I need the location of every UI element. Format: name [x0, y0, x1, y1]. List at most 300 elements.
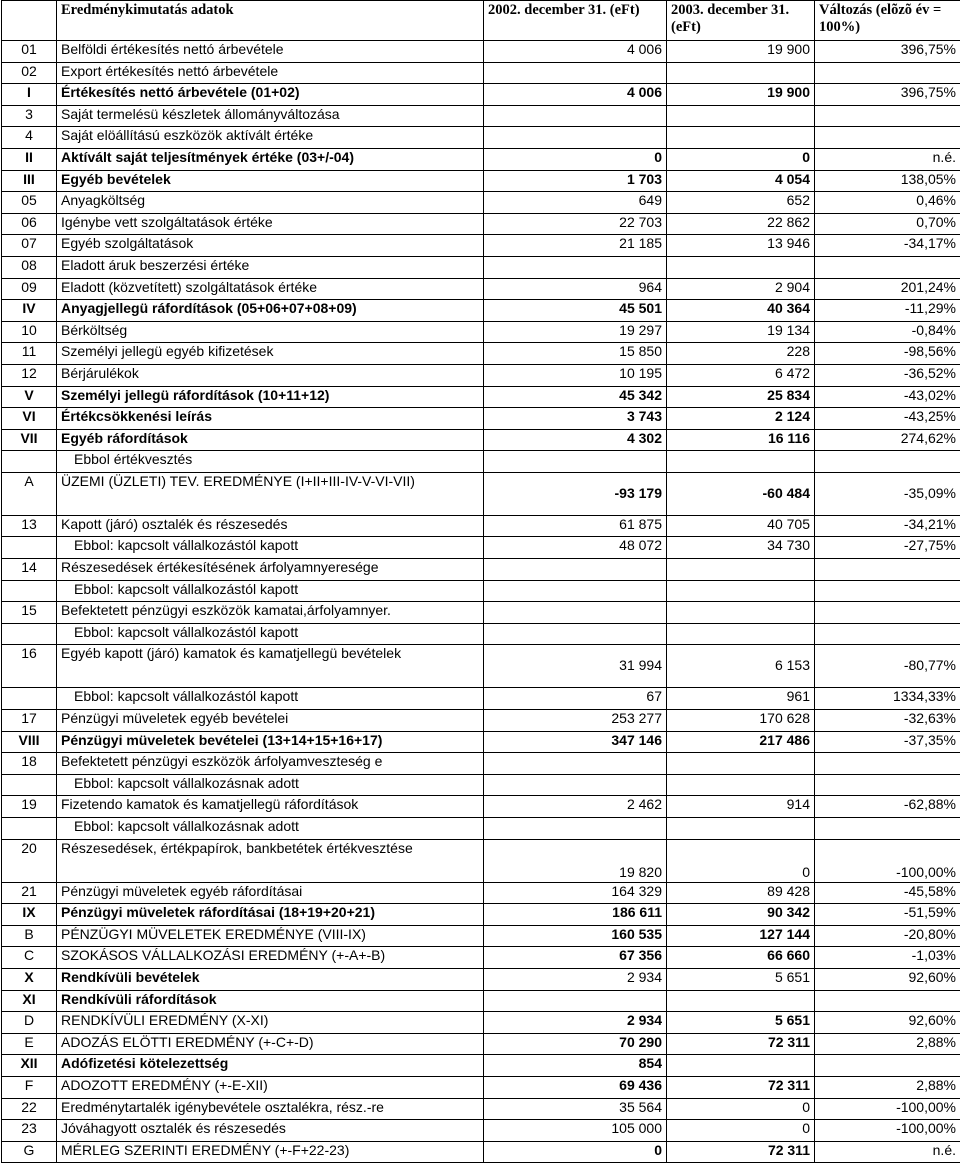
row-code: 16: [2, 645, 57, 688]
value-2002: 2 934: [484, 1012, 667, 1034]
table-row: [2, 731, 960, 753]
row-code: [2, 688, 57, 710]
row-label: Egyéb ráfordítások: [57, 429, 484, 451]
value-2003: [667, 990, 815, 1012]
table-row: [2, 213, 960, 235]
value-change: n.é.: [815, 148, 960, 170]
value-2003: 72 311: [667, 1141, 815, 1163]
header-title: Eredménykimutatás adatok: [57, 1, 484, 41]
row-label: Adófizetési kötelezettség: [57, 1055, 484, 1077]
row-label: Bérköltség: [57, 321, 484, 343]
value-2002: [484, 256, 667, 278]
value-2003: [667, 602, 815, 624]
value-2002: -93 179: [484, 472, 667, 515]
row-code: 22: [2, 1098, 57, 1120]
value-2003: 2 904: [667, 278, 815, 300]
value-2003: [667, 1055, 815, 1077]
row-label: Pénzügyi müveletek ráfordításai (18+19+20+21): [57, 904, 484, 926]
value-2003: 6 153: [667, 645, 815, 688]
value-change: [815, 62, 960, 84]
row-code: C: [2, 947, 57, 969]
row-code: A: [2, 472, 57, 515]
row-code: 10: [2, 321, 57, 343]
row-code: V: [2, 386, 57, 408]
value-change: 138,05%: [815, 170, 960, 192]
value-2003: 40 364: [667, 300, 815, 322]
table-row: [2, 839, 960, 882]
table-row: [2, 1141, 960, 1163]
value-2002: 35 564: [484, 1098, 667, 1120]
value-2003: 19 134: [667, 321, 815, 343]
table-row: [2, 968, 960, 990]
table-row: [2, 753, 960, 775]
value-2003: 6 472: [667, 364, 815, 386]
header-change: Változás (elõzõ év = 100%): [815, 1, 960, 41]
table-row: [2, 386, 960, 408]
table-row: [2, 1055, 960, 1077]
value-change: -20,80%: [815, 925, 960, 947]
value-2002: [484, 602, 667, 624]
row-code: 17: [2, 710, 57, 732]
row-label: RENDKÍVÜLI EREDMÉNY (X-XI): [57, 1012, 484, 1034]
row-label: Egyéb szolgáltatások: [57, 235, 484, 257]
table-row: [2, 41, 960, 63]
value-2003: 2 124: [667, 408, 815, 430]
table-row: [2, 429, 960, 451]
value-change: 396,75%: [815, 84, 960, 106]
row-label: Részesedések, értékpapírok, bankbetétek értékvesztése: [57, 839, 484, 882]
value-change: -51,59%: [815, 904, 960, 926]
value-change: [815, 580, 960, 602]
row-label: ÜZEMI (ÜZLETI) TEV. EREDMÉNYE (I+II+III-IV-V-VI-VII): [57, 472, 484, 515]
table-row: [2, 127, 960, 149]
row-code: VII: [2, 429, 57, 451]
value-change: [815, 559, 960, 581]
row-code: 18: [2, 753, 57, 775]
value-change: [815, 127, 960, 149]
row-code: 06: [2, 213, 57, 235]
row-label: Befektetett pénzügyi eszközök árfolyamveszteség e: [57, 753, 484, 775]
table-row: [2, 515, 960, 537]
value-change: -43,25%: [815, 408, 960, 430]
row-label: Személyi jellegü egyéb kifizetések: [57, 343, 484, 365]
value-change: -37,35%: [815, 731, 960, 753]
value-2002: 45 342: [484, 386, 667, 408]
row-code: I: [2, 84, 57, 106]
value-2002: 164 329: [484, 882, 667, 904]
row-code: 14: [2, 559, 57, 581]
table-row: [2, 623, 960, 645]
value-change: [815, 451, 960, 473]
value-2002: 45 501: [484, 300, 667, 322]
value-change: 92,60%: [815, 968, 960, 990]
value-change: -27,75%: [815, 537, 960, 559]
table-row: [2, 904, 960, 926]
row-label: Személyi jellegü ráfordítások (10+11+12): [57, 386, 484, 408]
header-row: [2, 1, 960, 41]
value-2003: 0: [667, 148, 815, 170]
row-code: 08: [2, 256, 57, 278]
value-2003: 90 342: [667, 904, 815, 926]
row-label: Ebbol: kapcsolt vállalkozástól kapott: [57, 623, 484, 645]
value-2002: 19 297: [484, 321, 667, 343]
row-label: Eladott áruk beszerzési értéke: [57, 256, 484, 278]
value-2003: 127 144: [667, 925, 815, 947]
table-row: [2, 645, 960, 688]
value-2002: 854: [484, 1055, 667, 1077]
row-label: Eredménytartalék igénybevétele osztalékra, rész.-re: [57, 1098, 484, 1120]
header-code-cell: [2, 1, 57, 41]
value-2003: 0: [667, 1098, 815, 1120]
row-code: 21: [2, 882, 57, 904]
value-change: 274,62%: [815, 429, 960, 451]
value-change: [815, 623, 960, 645]
value-2003: -60 484: [667, 472, 815, 515]
value-2003: 914: [667, 796, 815, 818]
value-change: [815, 753, 960, 775]
row-code: X: [2, 968, 57, 990]
row-code: 05: [2, 192, 57, 214]
value-2002: 2 462: [484, 796, 667, 818]
row-code: 07: [2, 235, 57, 257]
row-label: Igénybe vett szolgáltatások értéke: [57, 213, 484, 235]
value-2003: 228: [667, 343, 815, 365]
row-label: MÉRLEG SZERINTI EREDMÉNY (+-F+22-23): [57, 1141, 484, 1163]
value-change: [815, 256, 960, 278]
table-row: [2, 278, 960, 300]
value-2002: 22 703: [484, 213, 667, 235]
table-row: [2, 408, 960, 430]
value-2003: [667, 753, 815, 775]
value-change: [815, 774, 960, 796]
row-label: Ebbol: kapcsolt vállalkozástól kapott: [57, 688, 484, 710]
value-2002: [484, 818, 667, 840]
value-2002: 4 006: [484, 84, 667, 106]
row-label: Befektetett pénzügyi eszközök kamatai,árfolyamnyer.: [57, 602, 484, 624]
value-change: -62,88%: [815, 796, 960, 818]
table-row: [2, 1076, 960, 1098]
table-row: [2, 84, 960, 106]
header-2003: 2003. december 31. (eFt): [667, 1, 815, 41]
header-2002: 2002. december 31. (eFt): [484, 1, 667, 41]
value-2002: 0: [484, 1141, 667, 1163]
value-2002: 19 820: [484, 839, 667, 882]
table-row: [2, 62, 960, 84]
row-code: [2, 623, 57, 645]
row-label: Belföldi értékesítés nettó árbevétele: [57, 41, 484, 63]
value-2003: 13 946: [667, 235, 815, 257]
value-2003: 22 862: [667, 213, 815, 235]
value-2003: 0: [667, 839, 815, 882]
table-row: [2, 774, 960, 796]
value-2002: 253 277: [484, 710, 667, 732]
row-code: 11: [2, 343, 57, 365]
value-change: -35,09%: [815, 472, 960, 515]
row-label: Saját elöállítású eszközök aktívált értéke: [57, 127, 484, 149]
value-change: -1,03%: [815, 947, 960, 969]
row-code: [2, 580, 57, 602]
value-2003: 19 900: [667, 41, 815, 63]
value-change: -36,52%: [815, 364, 960, 386]
value-2002: 4 006: [484, 41, 667, 63]
value-2002: 61 875: [484, 515, 667, 537]
value-change: [815, 105, 960, 127]
row-label: Anyagköltség: [57, 192, 484, 214]
value-2003: [667, 105, 815, 127]
table-row: [2, 602, 960, 624]
row-code: E: [2, 1033, 57, 1055]
value-2002: [484, 753, 667, 775]
value-2003: 72 311: [667, 1076, 815, 1098]
value-2002: 160 535: [484, 925, 667, 947]
table-row: [2, 925, 960, 947]
row-code: 01: [2, 41, 57, 63]
value-change: -80,77%: [815, 645, 960, 688]
value-2003: [667, 559, 815, 581]
table-row: [2, 321, 960, 343]
row-code: 15: [2, 602, 57, 624]
row-label: SZOKÁSOS VÁLLALKOZÁSI EREDMÉNY (+-A+-B): [57, 947, 484, 969]
value-2002: 186 611: [484, 904, 667, 926]
value-2003: 25 834: [667, 386, 815, 408]
row-label: Részesedések értékesítésének árfolyamnyeresége: [57, 559, 484, 581]
value-2002: [484, 774, 667, 796]
table-row: [2, 105, 960, 127]
value-change: 2,88%: [815, 1076, 960, 1098]
row-label: Ebbol: kapcsolt vállalkozástól kapott: [57, 580, 484, 602]
value-2002: [484, 127, 667, 149]
row-code: II: [2, 148, 57, 170]
value-2003: 170 628: [667, 710, 815, 732]
value-2002: 69 436: [484, 1076, 667, 1098]
table-row: [2, 990, 960, 1012]
row-label: Pénzügyi müveletek bevételei (13+14+15+16+17): [57, 731, 484, 753]
row-label: Értékesítés nettó árbevétele (01+02): [57, 84, 484, 106]
row-label: Egyéb bevételek: [57, 170, 484, 192]
value-change: -43,02%: [815, 386, 960, 408]
value-2002: [484, 559, 667, 581]
table-row: [2, 1033, 960, 1055]
value-2002: [484, 105, 667, 127]
value-2003: 16 116: [667, 429, 815, 451]
row-label: Aktívált saját teljesítmények értéke (03+/-04): [57, 148, 484, 170]
row-label: Ebbol: kapcsolt vállalkozásnak adott: [57, 774, 484, 796]
table-row: [2, 882, 960, 904]
value-2002: 48 072: [484, 537, 667, 559]
row-label: Ebbol: kapcsolt vállalkozástól kapott: [57, 537, 484, 559]
value-change: 1334,33%: [815, 688, 960, 710]
table-row: [2, 472, 960, 515]
value-change: 92,60%: [815, 1012, 960, 1034]
value-2002: 3 743: [484, 408, 667, 430]
value-2003: 0: [667, 1120, 815, 1142]
value-2003: 961: [667, 688, 815, 710]
row-code: 13: [2, 515, 57, 537]
value-2002: 4 302: [484, 429, 667, 451]
value-change: -100,00%: [815, 1098, 960, 1120]
table-row: [2, 559, 960, 581]
table-row: [2, 451, 960, 473]
row-code: 20: [2, 839, 57, 882]
value-change: [815, 1055, 960, 1077]
table-row: [2, 256, 960, 278]
table-row: [2, 1098, 960, 1120]
row-label: PÉNZÜGYI MÜVELETEK EREDMÉNYE (VIII-IX): [57, 925, 484, 947]
row-label: Értékcsökkenési leírás: [57, 408, 484, 430]
row-code: IV: [2, 300, 57, 322]
table-body: [2, 41, 960, 1163]
value-2003: 652: [667, 192, 815, 214]
value-change: 0,46%: [815, 192, 960, 214]
value-2002: [484, 623, 667, 645]
value-2002: 67: [484, 688, 667, 710]
table-row: [2, 235, 960, 257]
table-row: [2, 1012, 960, 1034]
row-code: [2, 451, 57, 473]
value-2003: [667, 256, 815, 278]
value-2003: 5 651: [667, 968, 815, 990]
value-2003: 72 311: [667, 1033, 815, 1055]
row-label: Pénzügyi müveletek egyéb ráfordításai: [57, 882, 484, 904]
value-change: -45,58%: [815, 882, 960, 904]
row-label: Ebbol: kapcsolt vállalkozásnak adott: [57, 818, 484, 840]
row-code: 23: [2, 1120, 57, 1142]
value-2002: 15 850: [484, 343, 667, 365]
value-2002: 2 934: [484, 968, 667, 990]
row-label: ADOZOTT EREDMÉNY (+-E-XII): [57, 1076, 484, 1098]
value-2003: 5 651: [667, 1012, 815, 1034]
value-2002: [484, 990, 667, 1012]
value-2003: [667, 127, 815, 149]
row-code: B: [2, 925, 57, 947]
row-code: 4: [2, 127, 57, 149]
table-row: [2, 580, 960, 602]
value-2002: 347 146: [484, 731, 667, 753]
value-change: -11,29%: [815, 300, 960, 322]
value-change: -32,63%: [815, 710, 960, 732]
value-2002: 70 290: [484, 1033, 667, 1055]
value-2003: [667, 623, 815, 645]
row-code: III: [2, 170, 57, 192]
value-2003: 217 486: [667, 731, 815, 753]
row-label: Fizetendo kamatok és kamatjellegü ráfordítások: [57, 796, 484, 818]
table-row: [2, 710, 960, 732]
value-2003: 89 428: [667, 882, 815, 904]
value-change: -0,84%: [815, 321, 960, 343]
value-2003: 40 705: [667, 515, 815, 537]
table-row: [2, 1120, 960, 1142]
row-code: [2, 818, 57, 840]
row-code: [2, 537, 57, 559]
value-2002: 1 703: [484, 170, 667, 192]
table-row: [2, 300, 960, 322]
table-row: [2, 148, 960, 170]
value-2003: [667, 62, 815, 84]
row-code: 3: [2, 105, 57, 127]
row-label: Anyagjellegü ráfordítások (05+06+07+08+09): [57, 300, 484, 322]
value-2002: [484, 580, 667, 602]
value-2002: 964: [484, 278, 667, 300]
value-change: [815, 990, 960, 1012]
value-2003: 66 660: [667, 947, 815, 969]
value-2002: 10 195: [484, 364, 667, 386]
value-change: [815, 818, 960, 840]
value-2002: 649: [484, 192, 667, 214]
row-label: Rendkívüli bevételek: [57, 968, 484, 990]
value-change: 396,75%: [815, 41, 960, 63]
row-label: Ebbol értékvesztés: [57, 451, 484, 473]
value-change: -98,56%: [815, 343, 960, 365]
row-label: Kapott (járó) osztalék és részesedés: [57, 515, 484, 537]
row-code: [2, 774, 57, 796]
value-change: 201,24%: [815, 278, 960, 300]
row-label: Jóváhagyott osztalék és részesedés: [57, 1120, 484, 1142]
value-2002: 105 000: [484, 1120, 667, 1142]
row-label: Saját termelésü készletek állományváltozása: [57, 105, 484, 127]
table-row: [2, 364, 960, 386]
value-2003: 19 900: [667, 84, 815, 106]
row-code: 02: [2, 62, 57, 84]
value-2002: 21 185: [484, 235, 667, 257]
value-change: -100,00%: [815, 1120, 960, 1142]
row-code: 19: [2, 796, 57, 818]
value-2002: 31 994: [484, 645, 667, 688]
value-2002: 67 356: [484, 947, 667, 969]
value-2003: [667, 451, 815, 473]
table-row: [2, 688, 960, 710]
value-change: -34,21%: [815, 515, 960, 537]
table-row: [2, 537, 960, 559]
row-code: F: [2, 1076, 57, 1098]
value-2003: [667, 580, 815, 602]
row-code: XII: [2, 1055, 57, 1077]
value-2003: [667, 774, 815, 796]
value-change: -100,00%: [815, 839, 960, 882]
value-change: 2,88%: [815, 1033, 960, 1055]
row-code: 09: [2, 278, 57, 300]
row-label: Eladott (közvetített) szolgáltatások értéke: [57, 278, 484, 300]
income-statement-table: [1, 0, 960, 1163]
value-change: 0,70%: [815, 213, 960, 235]
row-code: IX: [2, 904, 57, 926]
row-label: Rendkívüli ráfordítások: [57, 990, 484, 1012]
value-2002: 0: [484, 148, 667, 170]
table-row: [2, 796, 960, 818]
table-row: [2, 170, 960, 192]
row-label: Bérjárulékok: [57, 364, 484, 386]
value-change: n.é.: [815, 1141, 960, 1163]
row-code: VI: [2, 408, 57, 430]
value-change: [815, 602, 960, 624]
value-change: -34,17%: [815, 235, 960, 257]
table-row: [2, 343, 960, 365]
row-code: VIII: [2, 731, 57, 753]
row-code: 12: [2, 364, 57, 386]
row-label: Egyéb kapott (járó) kamatok és kamatjellegü bevételek: [57, 645, 484, 688]
row-label: Pénzügyi müveletek egyéb bevételei: [57, 710, 484, 732]
row-code: D: [2, 1012, 57, 1034]
row-code: XI: [2, 990, 57, 1012]
value-2003: 4 054: [667, 170, 815, 192]
row-code: G: [2, 1141, 57, 1163]
table-row: [2, 192, 960, 214]
table-row: [2, 947, 960, 969]
table-row: [2, 818, 960, 840]
value-2003: [667, 818, 815, 840]
row-label: Export értékesítés nettó árbevétele: [57, 62, 484, 84]
value-2002: [484, 62, 667, 84]
value-2003: 34 730: [667, 537, 815, 559]
